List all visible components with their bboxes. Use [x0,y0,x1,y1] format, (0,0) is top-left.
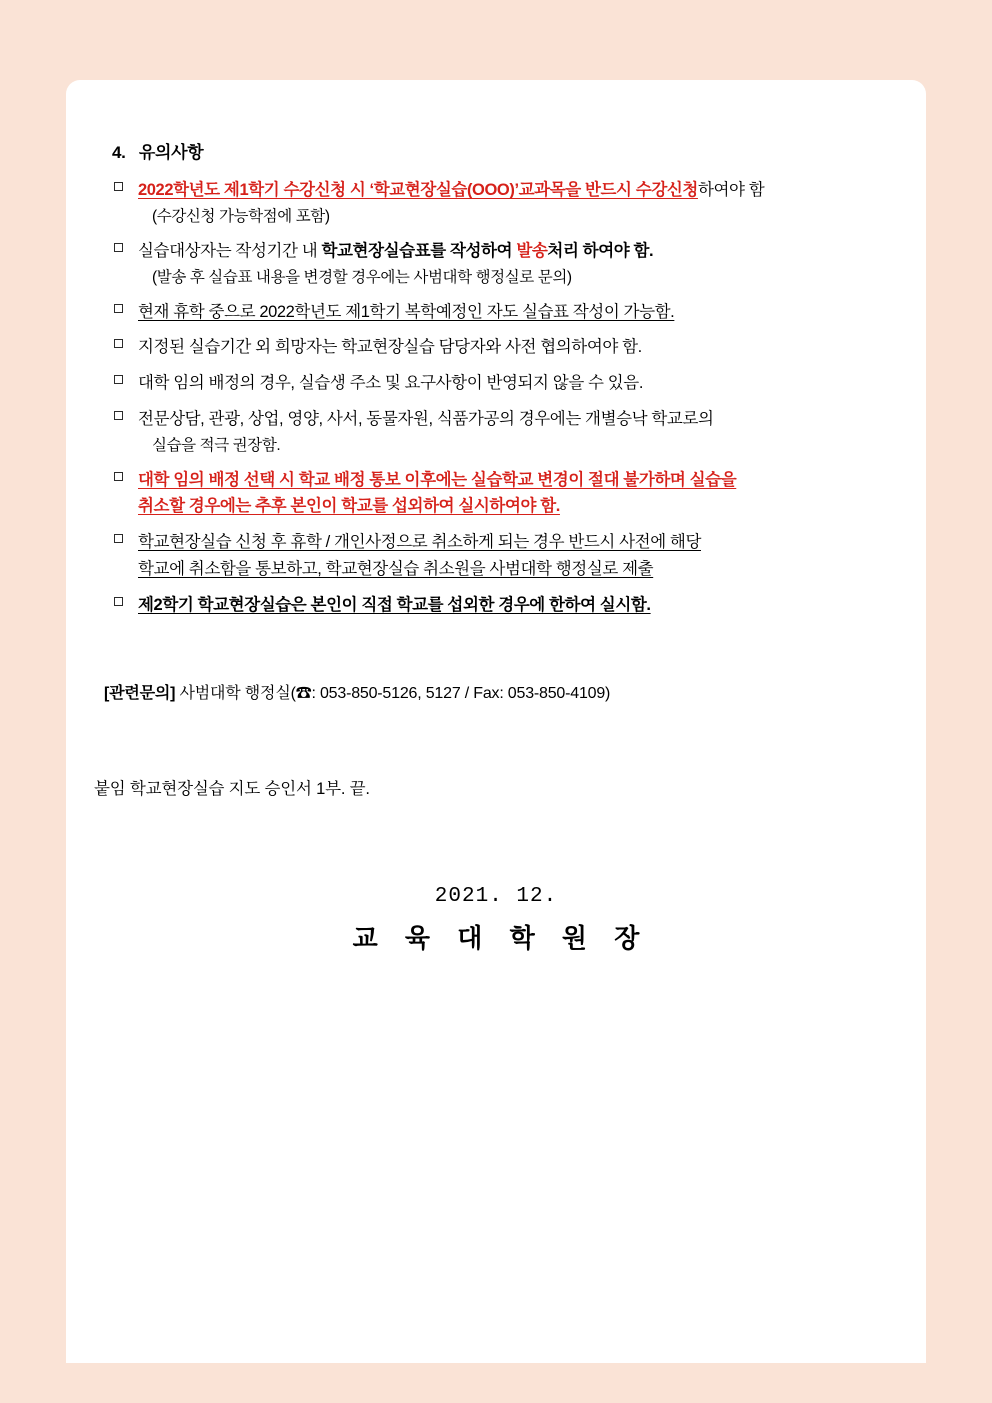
signature-name: 교 육 대 학 원 장 [352,923,650,954]
section-heading [90,138,902,163]
note-2-tail: 처리 하여야 함. [547,241,654,260]
list-item [138,370,902,397]
note-2-lead: 실습대상자는 작성기간 내 [138,241,322,260]
note-2-red: 발송 [516,241,548,260]
note-2-sub: (발송 후 실습표 내용을 변경할 경우에는 사범대학 행정실로 문의) [152,268,572,286]
section-title-text: 유의사항 [138,143,204,162]
document-content [90,138,902,955]
note-3-text: 현재 휴학 중으로 2022학년도 제1학기 복학예정인 자도 실습표 작성이 가능함. [138,302,675,321]
list-item [138,334,902,361]
list-item [138,406,902,458]
signature-block [90,885,902,955]
note-6-text: 전문상담, 관광, 상업, 영양, 사서, 동물자원, 식품가공의 경우에는 개별승낙 학교로의 [138,409,714,428]
square-bullet-icon [114,375,123,384]
contact-text: 사범대학 행정실(☎: 053-850-5126, 5127 / Fax: 053-850-4109) [179,685,611,703]
square-bullet-icon [114,182,123,191]
list-item [138,467,902,520]
contact-line [90,680,902,703]
list-item [138,299,902,326]
note-1-sub: (수강신청 가능학점에 포함) [152,207,330,225]
note-9-text: 제2학기 학교현장실습은 본인이 직접 학교를 섭외한 경우에 한하여 실시함. [138,595,651,614]
section-number: 4. [112,143,126,162]
note-5-text: 대학 임의 배정의 경우, 실습생 주소 및 요구사항이 반영되지 않을 수 있음. [138,374,644,393]
list-item [138,529,902,582]
signature-date: 2021. 12. [434,885,558,909]
square-bullet-icon [114,597,123,606]
note-7-line2: 취소할 경우에는 추후 본인이 학교를 섭외하여 실시하여야 함. [138,497,560,516]
attachment-line: 붙임 학교현장실습 지도 승인서 1부. 끝. [94,780,370,799]
note-8-line2: 학교에 취소함을 통보하고, 학교현장실습 취소원을 사범대학 행정실로 제출 [138,559,654,578]
square-bullet-icon [114,472,123,481]
notes-list [90,177,902,618]
square-bullet-icon [114,411,123,420]
square-bullet-icon [114,339,123,348]
note-1-main: 2022학년도 제1학기 수강신청 시 ‘학교현장실습(OOO)’교과목을 반드시 수강신청 [138,181,698,199]
square-bullet-icon [114,534,123,543]
square-bullet-icon [114,304,123,313]
list-item [138,592,902,619]
note-7-line1: 대학 임의 배정 선택 시 학교 배정 통보 이후에는 실습학교 변경이 절대 불가하며 실습을 [138,470,737,489]
list-item [138,177,902,229]
document-page [66,80,926,1363]
note-6-line2: 실습을 적극 권장함. [152,436,281,454]
contact-tag: [관련문의] [104,685,176,703]
note-8-line1: 학교현장실습 신청 후 휴학 / 개인사정으로 취소하게 되는 경우 반드시 사전에 해당 [138,533,701,552]
note-4-text: 지정된 실습기간 외 희망자는 학교현장실습 담당자와 사전 협의하여야 함. [138,338,642,357]
note-2-bold: 학교현장실습표를 작성하여 [321,241,517,260]
list-item [138,238,902,290]
note-1-tail: 하여야 함 [697,181,765,199]
square-bullet-icon [114,243,123,252]
